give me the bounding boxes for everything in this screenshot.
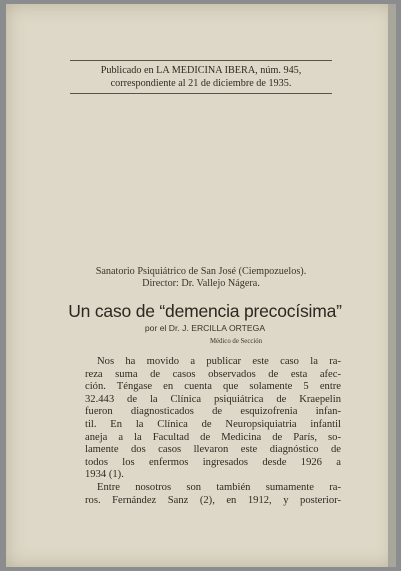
body-line: 1934 (1).	[85, 469, 124, 481]
body-line: aneja a la Facultad de Medicina de París, so-	[85, 431, 341, 443]
article-title: Un caso de “demencia precocísima”	[68, 301, 342, 321]
body-line: reza suma de casos observados de esta afec-	[85, 368, 341, 380]
article-author: por el Dr. J. ERCILLA ORTEGA	[144, 323, 266, 333]
body-line: todos los enfermos ingresados desde 1926 a	[85, 456, 341, 468]
publication-note	[70, 60, 332, 94]
body-line: ros. Fernández Sanz (2), en 1912, y posterior-	[85, 494, 341, 506]
author-rank: Médico de Sección	[209, 338, 263, 345]
article-body	[85, 356, 341, 507]
body-line: ción. Téngase en cuenta que solamente 5 entre	[85, 381, 341, 393]
body-line: 32.443 de la Clínica psiquiátrica de Kraepelin	[85, 393, 341, 405]
publication-line-1: Publicado en LA MEDICINA IBERA, núm. 945,	[100, 65, 302, 76]
body-line: Nos ha movido a publicar este caso la ra-	[97, 356, 341, 367]
body-line: til. En la Clínica de Neuropsiquiatria infantil	[85, 418, 341, 430]
institution-line-2: Director: Dr. Vallejo Nágera.	[142, 278, 260, 289]
institution-line-1: Sanatorio Psiquiátrico de San José (Ciempozuelos).	[95, 266, 307, 277]
page-edge	[388, 4, 396, 567]
body-line: fueron diagnosticados de esquizofrenia infan-	[85, 406, 341, 418]
body-line: lamente dos casos llevaron este diagnóstico de	[85, 444, 341, 456]
institution-header	[70, 266, 332, 290]
publication-line-2: correspondiente al 21 de diciembre de 1935.	[110, 78, 292, 89]
body-line: Entre nosotros son también sumamente ra-	[97, 481, 341, 493]
